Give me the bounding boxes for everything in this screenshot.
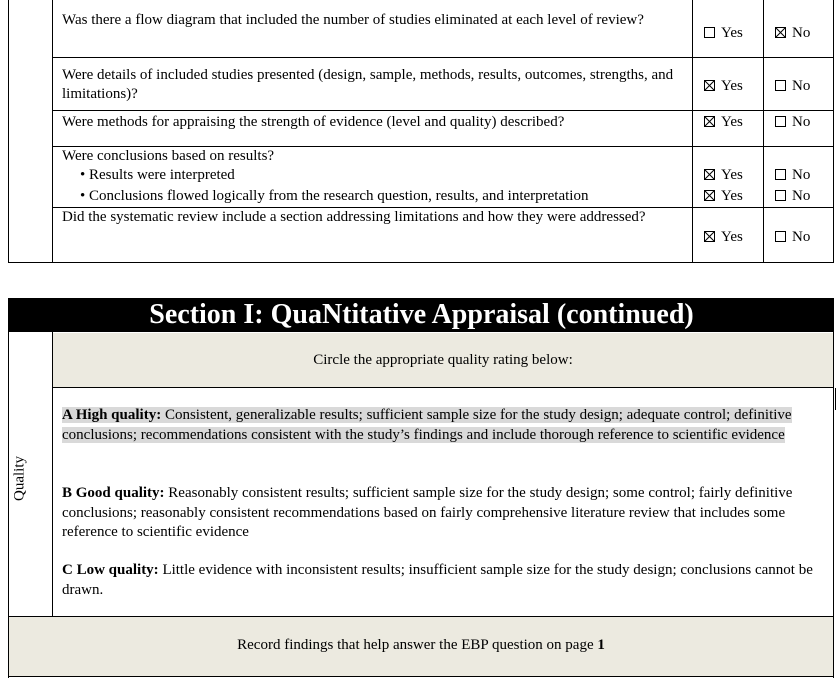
section-title: Section I: QuaNtitative Appraisal (continued)	[9, 298, 834, 332]
checked-box-icon[interactable]	[704, 190, 715, 201]
yes-option[interactable]: Yes	[704, 187, 743, 206]
bullet-item: • Conclusions flowed logically from the research question, results, and interpretation	[80, 188, 589, 204]
question-study-details: Were details of included studies presented (design, sample, methods, results, outcomes, strengths, and limitations)?	[62, 67, 674, 102]
no-option[interactable]: No	[775, 166, 810, 185]
checkbox-icon[interactable]	[775, 116, 786, 127]
no-option[interactable]: No	[775, 24, 810, 43]
footer-text: Record findings that help answer the EBP question on page 1	[237, 637, 605, 653]
page-number: 1	[597, 637, 605, 653]
rating-high[interactable]: A High quality: Consistent, generalizable results; sufficient sample size for the study design; adequate control; definitive conclusions; recommendations consistent with the study’s findings and include thorough reference to scientific evidence	[62, 407, 792, 443]
quality-side-label: Quality	[11, 456, 28, 501]
yes-option[interactable]: Yes	[704, 228, 743, 247]
checkbox-icon[interactable]	[775, 80, 786, 91]
checked-box-icon[interactable]	[704, 116, 715, 127]
question-limitations: Did the systematic review include a section addressing limitations and how they were addressed?	[62, 209, 646, 225]
rating-good[interactable]: B Good quality: Reasonably consistent results; sufficient sample size for the study design; some control; fairly definitive conclusions; reasonably consistent recommendations based on fairly comprehensive literature review that includes some reference to scientific evidence	[62, 485, 793, 540]
yes-option[interactable]: Yes	[704, 77, 743, 96]
checked-box-icon[interactable]	[704, 169, 715, 180]
bullet-icon: •	[80, 167, 90, 183]
question-appraisal-methods: Were methods for appraising the strength of evidence (level and quality) described?	[62, 114, 565, 130]
yes-option[interactable]: Yes	[704, 166, 743, 185]
no-option[interactable]: No	[775, 77, 810, 96]
bullet-icon: •	[80, 188, 90, 204]
checked-box-icon[interactable]	[704, 80, 715, 91]
yes-option[interactable]: Yes	[704, 24, 743, 43]
checkbox-icon[interactable]	[775, 169, 786, 180]
bullet-item: • Results were interpreted	[80, 167, 235, 183]
checkbox-icon[interactable]	[775, 190, 786, 201]
no-option[interactable]: No	[775, 187, 810, 206]
instruction-text: Circle the appropriate quality rating below:	[313, 352, 573, 368]
no-option[interactable]: No	[775, 113, 810, 132]
checked-box-icon[interactable]	[704, 231, 715, 242]
yes-option[interactable]: Yes	[704, 113, 743, 132]
checked-box-icon[interactable]	[775, 27, 786, 38]
no-option[interactable]: No	[775, 228, 810, 247]
checkbox-icon[interactable]	[704, 27, 715, 38]
rating-low[interactable]: C Low quality: Little evidence with inconsistent results; insufficient sample size for the study design; conclusions cannot be drawn.	[62, 562, 813, 598]
checkbox-icon[interactable]	[775, 231, 786, 242]
question-flow-diagram: Was there a flow diagram that included the number of studies eliminated at each level of review?	[62, 12, 644, 28]
question-conclusions: Were conclusions based on results?	[62, 148, 275, 164]
